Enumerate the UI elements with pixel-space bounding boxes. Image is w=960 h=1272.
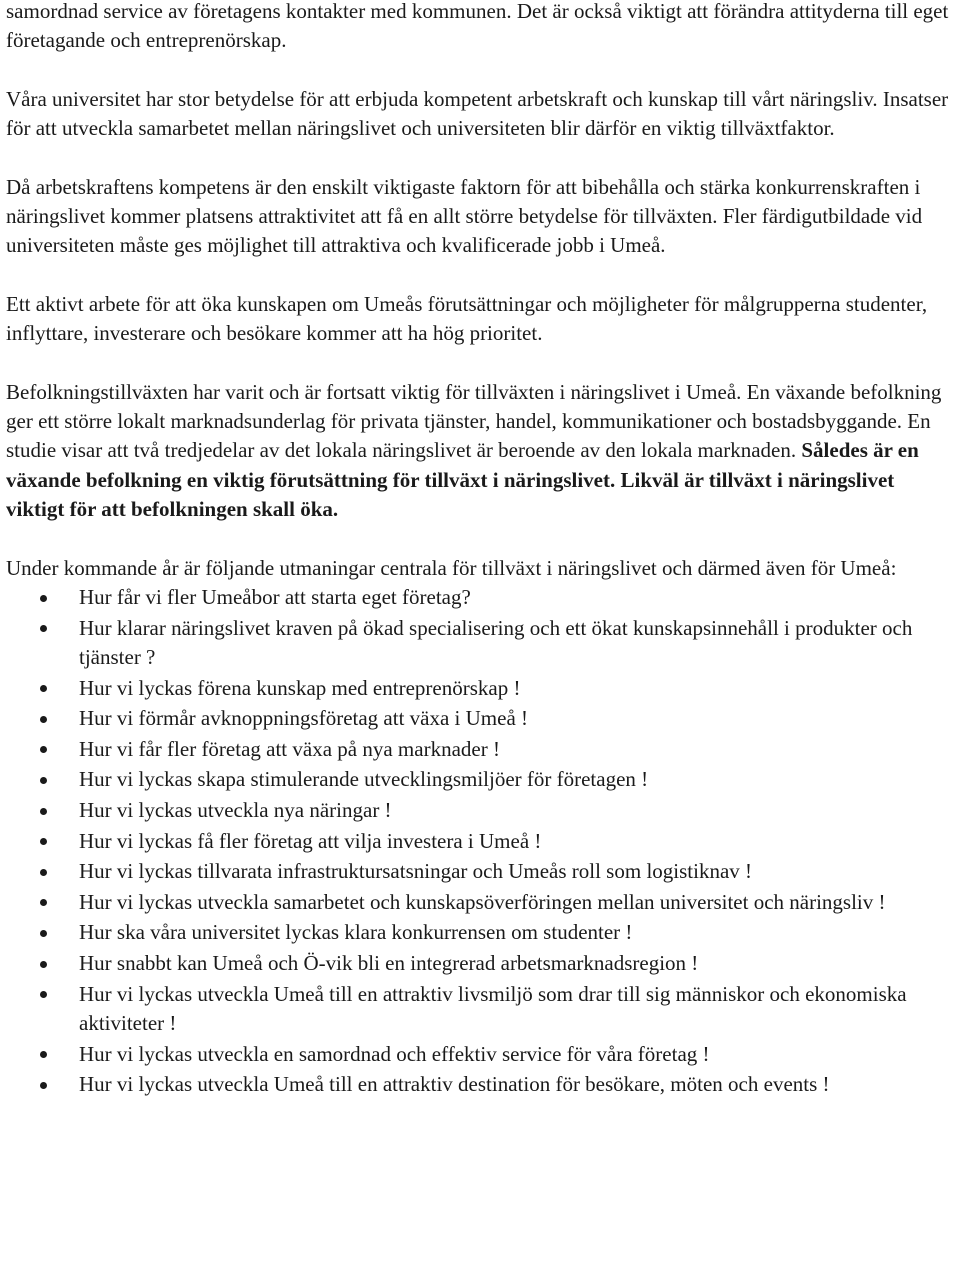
- list-item-text: Hur vi får fler företag att växa på nya marknader !: [79, 736, 500, 761]
- list-item-text: Hur vi lyckas förena kunskap med entreprenörskap !: [79, 675, 521, 700]
- list-item: [6, 796, 956, 825]
- challenges-list: [6, 583, 956, 1100]
- list-item: [6, 888, 956, 917]
- list-item: [6, 980, 956, 1039]
- bullet-icon: [40, 625, 47, 632]
- list-item-text: Hur snabbt kan Umeå och Ö-vik bli en integrerad arbetsmarknadsregion !: [79, 951, 699, 976]
- list-item: [6, 1070, 956, 1099]
- bullet-icon: [40, 1051, 47, 1058]
- paragraph-service-attitudes: samordnad service av företagens kontakter med kommunen. Det är också viktigt att förändra attityderna till eget företagande och entreprenörskap.: [6, 0, 949, 53]
- bullet-icon: [40, 685, 47, 692]
- list-item: [6, 765, 956, 794]
- list-item: [6, 827, 956, 856]
- population-growth-emphasis: Således är en växande befolkning en viktig förutsättning för tillväxt i näringslivet. Likväl är tillväxt i näringslivet viktigt för att befolkningen skall öka.: [6, 438, 919, 522]
- bullet-icon: [40, 991, 47, 998]
- paragraph-competence: Då arbetskraftens kompetens är den enskilt viktigaste faktorn för att bibehålla och stärka konkurrenskraften i näringslivet kommer platsens attraktivitet att få en allt större betydelse för tillväxten. Fler färdigutbildade vid universiteten måste ges möjlighet till attraktiva och kvalificerade jobb i Umeå.: [6, 174, 923, 258]
- list-item-text: Hur vi förmår avknoppningsföretag att växa i Umeå !: [79, 706, 529, 731]
- bullet-icon: [40, 930, 47, 937]
- list-item: [6, 918, 956, 947]
- list-item-text: Hur vi lyckas utveckla Umeå till en attraktiv livsmiljö som drar till sig människor och ekonomiska aktiviteter !: [79, 981, 907, 1036]
- list-item: [6, 857, 956, 886]
- list-item-text: Hur vi lyckas tillvarata infrastruktursatsningar och Umeås roll som logistiknav !: [79, 859, 753, 884]
- bullet-icon: [40, 716, 47, 723]
- document-page: [6, 0, 956, 1101]
- list-item-text: Hur vi lyckas skapa stimulerande utvecklingsmiljöer för företagen !: [79, 767, 649, 792]
- bullet-icon: [40, 1082, 47, 1089]
- list-item-text: Hur vi lyckas utveckla en samordnad och effektiv service för våra företag !: [79, 1041, 710, 1066]
- bullet-icon: [40, 746, 47, 753]
- list-item-text: Hur ska våra universitet lyckas klara konkurrensen om studenter !: [79, 920, 633, 945]
- list-item: [6, 583, 956, 612]
- paragraph-universities: Våra universitet har stor betydelse för att erbjuda kompetent arbetskraft och kunskap till vårt näringsliv. Insatser för att utveckla samarbetet mellan näringslivet och universiteten blir därför en viktig tillväxtfaktor.: [6, 86, 949, 141]
- list-item: [6, 704, 956, 733]
- bullet-icon: [40, 899, 47, 906]
- bullet-icon: [40, 595, 47, 602]
- list-item: [6, 1040, 956, 1069]
- bullet-icon: [40, 869, 47, 876]
- bullet-icon: [40, 777, 47, 784]
- bullet-icon: [40, 838, 47, 845]
- list-item: [6, 674, 956, 703]
- list-item: [6, 614, 956, 673]
- bullet-icon: [40, 808, 47, 815]
- list-item-text: Hur klarar näringslivet kraven på ökad specialisering och ett ökat kunskapsinnehåll i produkter och tjänster ?: [79, 615, 913, 670]
- list-item: [6, 735, 956, 764]
- paragraph-target-groups: Ett aktivt arbete för att öka kunskapen om Umeås förutsättningar och möjligheter för målgrupperna studenter, inflyttare, investerare och besökare kommer att ha hög prioritet.: [6, 291, 928, 346]
- list-item-text: Hur vi lyckas få fler företag att vilja investera i Umeå !: [79, 828, 542, 853]
- list-item-text: Hur vi lyckas utveckla samarbetet och kunskapsöverföringen mellan universitet och näringsliv !: [79, 889, 886, 914]
- list-item-text: Hur vi lyckas utveckla Umeå till en attraktiv destination för besökare, möten och events !: [79, 1072, 830, 1097]
- list-item-text: Hur får vi fler Umeåbor att starta eget företag?: [79, 585, 471, 610]
- bullet-icon: [40, 961, 47, 968]
- population-growth-text: Befolkningstillväxten har varit och är fortsatt viktig för tillväxten i näringslivet i Umeå. En växande befolkning ger ett större lokalt marknadsunderlag för privata tjänster, handel, kommunikationer och bostadsbyggande. En studie visar att två tredjedelar av det lokala näringslivet är beroende av den lokala marknaden.: [6, 379, 942, 463]
- paragraph-population-growth: [6, 378, 956, 525]
- paragraph-challenges-intro: Under kommande år är följande utmaningar centrala för tillväxt i näringslivet och därmed även för Umeå:: [6, 555, 897, 580]
- list-item: [6, 949, 956, 978]
- list-item-text: Hur vi lyckas utveckla nya näringar !: [79, 798, 392, 823]
